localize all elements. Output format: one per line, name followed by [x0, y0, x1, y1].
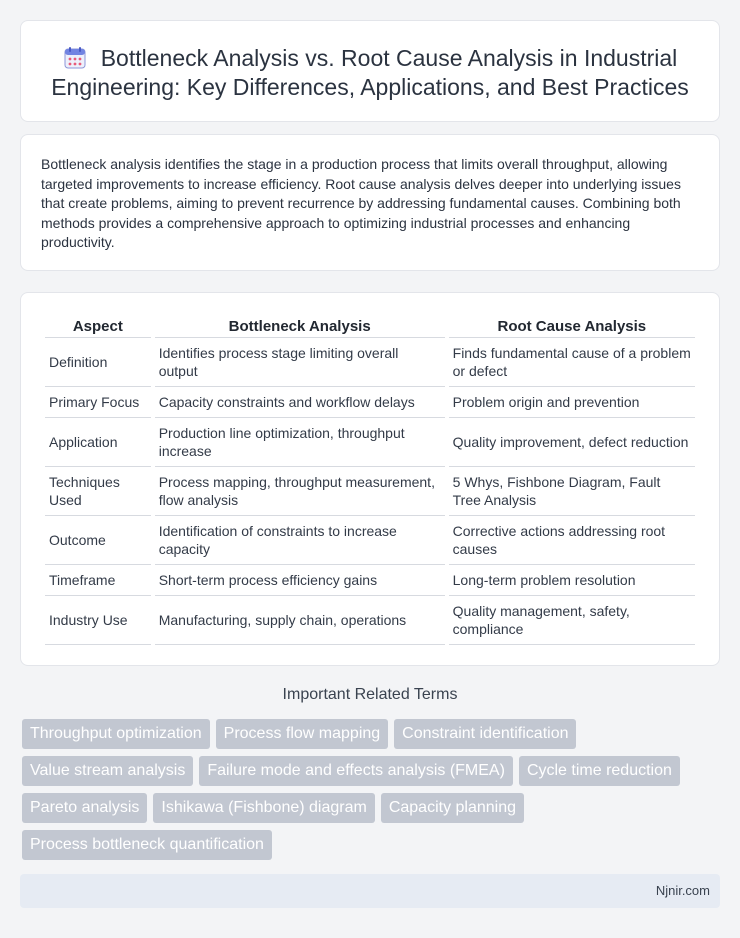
related-terms-heading: Important Related Terms — [282, 686, 458, 703]
intro-paragraph: Bottleneck analysis identifies the stage in a production process that limits overall throughput, allowing targeted improvements to increase efficiency. Root cause analysis delves deeper into underlying issues that create problems, aiming to prevent recurrence by addressing fundamental causes. Combining both methods provides a comprehensive approach to optimizing industrial processes and enhancing productivity. — [41, 156, 681, 251]
column-header-root-cause: Root Cause Analysis — [449, 315, 695, 338]
table-header-row — [45, 315, 695, 338]
table-cell: Identification of constraints to increase capacity — [155, 516, 445, 565]
table-row — [45, 467, 695, 516]
related-term-tag[interactable]: Value stream analysis — [22, 756, 193, 786]
table-row — [45, 387, 695, 418]
table-cell-aspect: Timeframe — [45, 565, 151, 596]
table-cell: Quality management, safety, compliance — [449, 596, 695, 645]
table-cell-aspect: Industry Use — [45, 596, 151, 645]
comparison-table-card — [20, 292, 720, 666]
table-row — [45, 516, 695, 565]
comparison-table — [41, 315, 699, 645]
table-cell-aspect: Definition — [45, 338, 151, 387]
table-cell-aspect: Application — [45, 418, 151, 467]
table-cell: 5 Whys, Fishbone Diagram, Fault Tree Analysis — [449, 467, 695, 516]
table-cell: Long-term problem resolution — [449, 565, 695, 596]
table-cell: Finds fundamental cause of a problem or defect — [449, 338, 695, 387]
related-term-tag[interactable]: Cycle time reduction — [519, 756, 680, 786]
related-term-tag[interactable]: Pareto analysis — [22, 793, 147, 823]
related-term-tag[interactable]: Process flow mapping — [216, 719, 389, 749]
footer-site-name[interactable]: Njnir.com — [655, 883, 710, 898]
table-row — [45, 338, 695, 387]
table-cell: Identifies process stage limiting overall output — [155, 338, 445, 387]
table-cell-aspect: Primary Focus — [45, 387, 151, 418]
page-title-block — [41, 44, 699, 102]
column-header-bottleneck: Bottleneck Analysis — [155, 315, 445, 338]
footer-bar — [20, 874, 720, 908]
table-cell: Production line optimization, throughput increase — [155, 418, 445, 467]
related-term-tag[interactable]: Constraint identification — [394, 719, 576, 749]
related-terms-list — [22, 719, 712, 860]
intro-card — [20, 134, 720, 271]
related-term-tag[interactable]: Failure mode and effects analysis (FMEA) — [199, 756, 513, 786]
related-term-tag[interactable]: Throughput optimization — [22, 719, 210, 749]
table-row — [45, 418, 695, 467]
page-title: Bottleneck Analysis vs. Root Cause Analysis in Industrial Engineering: Key Differences, Applications, and Best Practices — [51, 45, 689, 100]
related-term-tag[interactable]: Capacity planning — [381, 793, 524, 823]
table-row — [45, 596, 695, 645]
table-cell: Problem origin and prevention — [449, 387, 695, 418]
table-cell: Manufacturing, supply chain, operations — [155, 596, 445, 645]
table-cell-aspect: Techniques Used — [45, 467, 151, 516]
table-cell: Quality improvement, defect reduction — [449, 418, 695, 467]
table-cell: Process mapping, throughput measurement, flow analysis — [155, 467, 445, 516]
table-cell: Short-term process efficiency gains — [155, 565, 445, 596]
column-header-aspect: Aspect — [45, 315, 151, 338]
related-term-tag[interactable]: Ishikawa (Fishbone) diagram — [153, 793, 374, 823]
title-card — [20, 20, 720, 122]
table-row — [45, 565, 695, 596]
table-cell: Capacity constraints and workflow delays — [155, 387, 445, 418]
calendar-icon — [63, 46, 87, 70]
related-term-tag[interactable]: Process bottleneck quantification — [22, 830, 272, 860]
table-cell: Corrective actions addressing root causes — [449, 516, 695, 565]
table-cell-aspect: Outcome — [45, 516, 151, 565]
